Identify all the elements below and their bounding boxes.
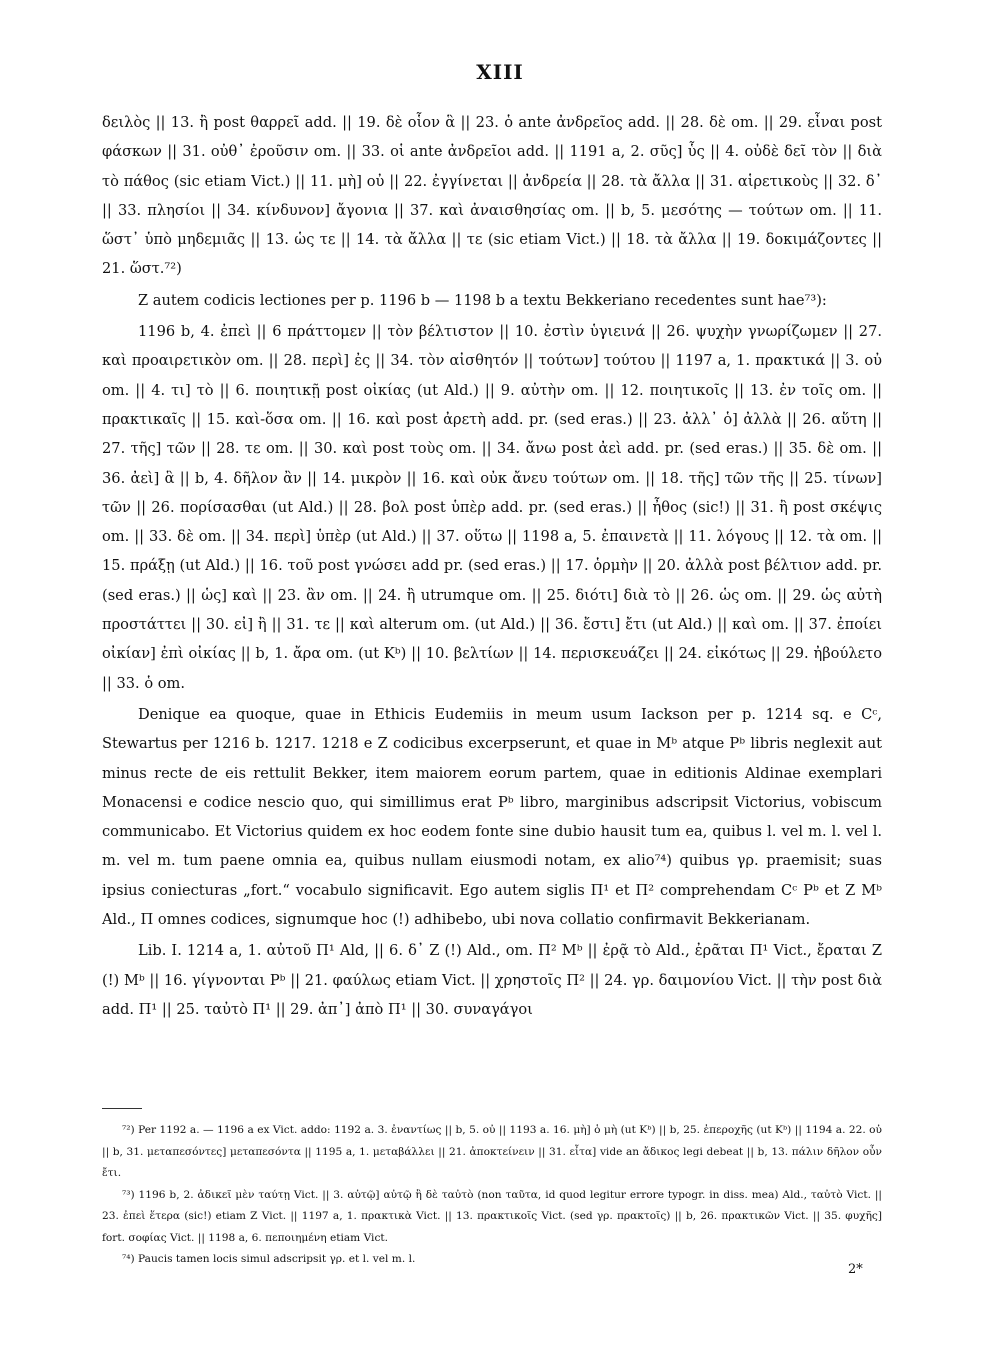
footnotes xyxy=(102,1120,882,1271)
footnote: ⁷³) 1196 b, 2. ἀδικεῖ μὲν ταύτῃ Vict. || 3. αὐτῷ] αὐτῷ ἢ δὲ ταὐτὸ (non ταῦτα, id quod legitur errore typogr. in diss. mea) Ald., ταὐτὸ Vict. || 23. ἐπεὶ ἕτερα (sic!) etiam Z Vict. || 1197 a, 1. πρακτικὰ Vict. || 13. πρακτικοῖς Vict. (sed γρ. πρακτοῖς) || b, 26. πρακτικῶν Vict. || 35. φυχῆς] fort. σοφίας Vict. || 1198 a, 6. πεποιημένη etiam Vict. xyxy=(102,1188,882,1244)
footnote: ⁷²) Per 1192 a. — 1196 a ex Vict. addo: 1192 a. 3. ἐναντίως || b, 5. οὐ || 1193 a. 16. μὴ] ὁ μὴ (ut Kᵇ) || b, 25. ἐπεροχῆς (ut Kᵇ) || 1194 a. 22. οὐ || b, 31. μεταπεσόντες] μεταπεσόντα || 1195 a, 1. μεταβάλλει || 21. ἀποκτείνειν || 31. εἶτα] vide an ἄδικος legi debeat || b, 13. πάλιν δῆλον οὖν ἔτι. xyxy=(102,1124,882,1179)
paragraph: Denique ea quoque, quae in Ethicis Eudemiis in meum usum Iackson per p. 1214 sq. e Cᶜ, Stewartus per 1216 b. 1217. 1218 e Z codicibus excerpserunt, et quae in Mᵇ atque Pᵇ libris neglexit aut minus recte de eis rettulit Bekker, item maiorem eorum partem, quae in editionis Aldinae exemplari Monacensi e codice nescio quo, qui simillimus erat Pᵇ libro, marginibus adscripsit Victorius, vobiscum communicabo. Et Victorius quidem ex hoc eodem fonte sine dubio hausit tum ea, quibus l. vel m. l. vel l. m. vel m. tum paene omnia ea, quibus nullam eiusmodi notam, ex alio⁷⁴) quibus γρ. praemisit; suas ipsius coniecturas „fort.“ vocabulo significavit. Ego autem siglis Π¹ et Π² comprehendam Cᶜ Pᵇ et Z Mᵇ Ald., Π omnes codices, signumque hoc (!) adhibebo, ubi nova collatio confirmavit Bekkerianam. xyxy=(102,705,882,929)
paragraph: Z autem codicis lectiones per p. 1196 b — 1198 b a textu Bekkeriano recedentes sunt hae⁷³): xyxy=(138,291,827,309)
signature-mark: 2* xyxy=(848,1262,863,1277)
paragraph: Lib. I. 1214 a, 1. αὐτοῦ Π¹ Ald, || 6. δ᾽ Z (!) Ald., om. Π² Mᵇ || ἐρᾷ τὸ Ald., ἐρᾶται Π¹ Vict., ἔραται Z (!) Mᵇ || 16. γίγνονται Pᵇ || 21. φαύλως etiam Vict. || χρηστοῖς Π² || 24. γρ. δαιμονίου Vict. || τὴν post διὰ add. Π¹ || 25. ταὐτὸ Π¹ || 29. ἀπ᾽] ἀπὸ Π¹ || 30. συναγάγοι xyxy=(102,942,882,1018)
main-text xyxy=(102,108,882,1026)
footnote: ⁷⁴) Paucis tamen locis simul adscripsit γρ. et l. vel m. l. xyxy=(122,1253,416,1265)
page-number: XIII xyxy=(476,60,524,84)
paragraph: δειλὸς || 13. ἢ post θαρρεῖ add. || 19. δὲ οἷον ἃ || 23. ὁ ante ἀνδρεῖος add. || 28. δὲ om. || 29. εἶναι post φάσκων || 31. οὐθ᾽ ἐροῦσιν om. || 33. οἱ ante ἀνδρεῖοι add. || 1191 a, 2. σῦς] ὗς || 4. οὐδὲ δεῖ τὸν || διὰ τὸ πάθος (sic etiam Vict.) || 11. μὴ] οὐ || 22. ἐγγίνεται || ἀνδρεία || 28. τὰ ἄλλα || 31. αἱρετικοὺς || 32. δ᾽ || 33. πλησίοι || 34. κίνδυνον] ἄγονια || 37. καὶ ἀναισθησίας om. || b, 5. μεσότης — τούτων om. || 11. ὥστ᾽ ὑπὸ μηδεμιᾶς || 13. ὡς τε || 14. τὰ ἄλλα || τε (sic etiam Vict.) || 18. τὰ ἄλλα || 19. δοκιμάζοντες || 21. ὥστ.⁷²) xyxy=(102,114,882,278)
paragraph: 1196 b, 4. ἐπεὶ || 6 πράττομεν || τὸν βέλτιστον || 10. ἐστὶν ὑγιεινά || 26. ψυχὴν γνωρίζωμεν || 27. καὶ προαιρετικὸν om. || 28. περὶ] ἐς || 34. τὸν αἰσθητόν || τούτων] τούτου || 1197 a, 1. πρακτικά || 3. οὐ om. || 4. τι] τὸ || 6. ποιητικῇ post οἰκίας (ut Ald.) || 9. αὐτὴν om. || 12. ποιητικοῖς || 13. ἐν τοῖς om. || πρακτικαῖς || 15. καὶ-ὅσα om. || 16. καὶ post ἀρετὴ add. pr. (sed eras.) || 23. ἀλλ᾽ ὁ] ἀλλὰ || 26. αὕτη || 27. τῆς] τῶν || 28. τε om. || 30. καὶ post τοὺς om. || 34. ἄνω post ἀεὶ add. pr. (sed eras.) || 35. δὲ om. || 36. ἀεὶ] ἃ || b, 4. δῆλον ἂν || 14. μικρὸν || 16. καὶ οὐκ ἄνευ τούτων om. || 18. τῆς] τῶν τῆς || 25. τίνων] τῶν || 26. πορίσασθαι (ut Ald.) || 28. βολ post ὑπὲρ add. pr. (sed eras.) || ἦθος (sic!) || 31. ἢ post σκέψις om. || 33. δὲ om. || 34. περὶ] ὑπὲρ (ut Ald.) || 37. οὕτω || 1198 a, 5. ἐπαινετὰ || 11. λόγους || 12. τὰ om. || 15. πράξῃ (ut Ald.) || 16. τοῦ post γνώσει add pr. (sed eras.) || 17. ὁρμὴν || 20. ἀλλὰ post βέλτιον add. pr. (sed eras.) || ὡς] καὶ || 23. ἂν om. || 24. ἢ utrumque om. || 25. διότι] διὰ τὸ || 26. ὡς om. || 29. ὡς αὐτὴ προστάττει || 30. εἰ] ἢ || 31. τε || καὶ alterum om. (ut Ald.) || 36. ἔστι] ἔτι (ut Ald.) || καὶ om. || 37. ἐποίει οἰκίαν] ἐπὶ οἰκίας || b, 1. ἄρα om. (ut Kᵇ) || 10. βελτίων || 14. περισκευάζει || 24. εἰκότως || 29. ἠβούλετο || 33. ὁ om. xyxy=(102,323,882,692)
footnote-divider xyxy=(102,1108,142,1109)
